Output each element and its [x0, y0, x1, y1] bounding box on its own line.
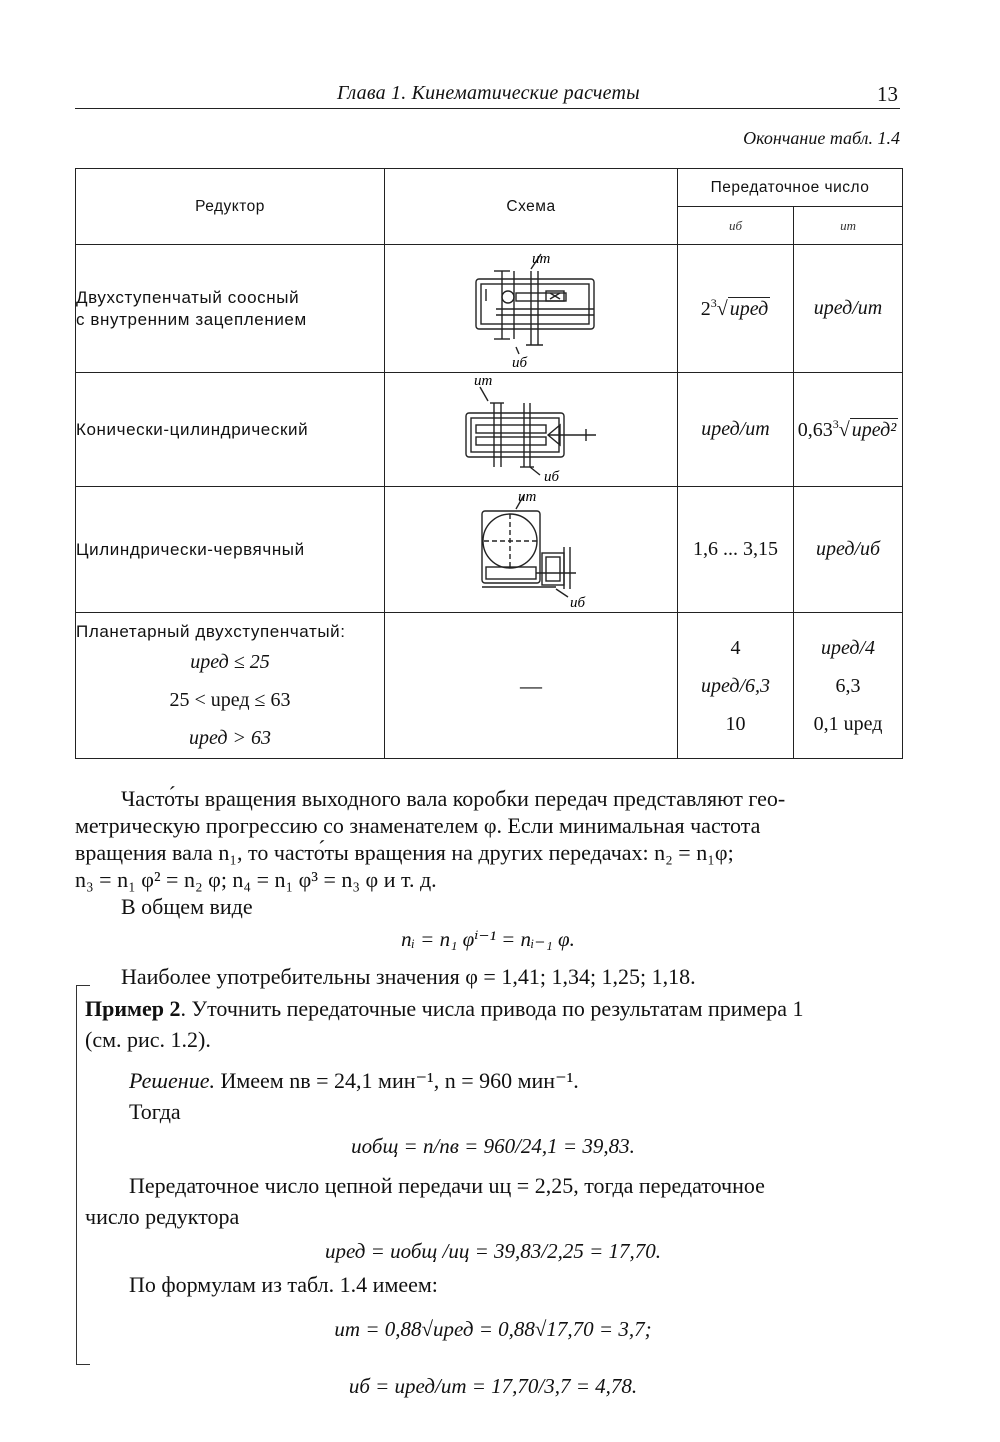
reducer-table [75, 168, 903, 759]
example-label: Пример 2 [85, 996, 181, 1021]
scheme-cell [385, 245, 678, 373]
formula: uред = uобщ /uц = 39,83/2,25 = 17,70. [325, 1239, 661, 1263]
example-block [85, 993, 901, 1402]
condition: 25 < uред ≤ 63 [169, 689, 291, 711]
example-heading [85, 993, 901, 1024]
scheme-label-ut: uт [474, 374, 493, 389]
text-line: Часто́ты вращения выходного вала коробки передач представляют гео- [121, 786, 786, 811]
reducer-name [76, 613, 385, 759]
chapter-title: Глава 1. Кинематические расчеты [337, 82, 640, 104]
ub-coefficient: 2 [700, 298, 711, 320]
formula: uб = uред/uт = 17,70/3,7 = 4,78. [348, 1374, 638, 1398]
ub-value [678, 245, 794, 373]
ut-values [794, 613, 903, 759]
ut-value: uред/uб [794, 487, 903, 613]
solution-line [85, 1065, 901, 1096]
table-row [76, 373, 903, 487]
text-line: В общем виде [121, 894, 253, 919]
ut-value: 6,3 [835, 674, 861, 697]
table-row [76, 245, 903, 373]
scheme-cell [385, 487, 678, 613]
scheme-cell [385, 373, 678, 487]
radical-sign: √ [838, 419, 850, 441]
text-line: метрическую прогрессию со знаменателем φ. Если минимальная частота [75, 813, 761, 838]
reducer-name-line: Двухступенчатый соосный [76, 287, 300, 307]
scheme-label-ub: uб [544, 468, 560, 485]
text-line: число редуктора [85, 1204, 240, 1229]
formula: nᵢ = n₁ φⁱ⁻¹ = nᵢ₋₁ φ. [401, 927, 575, 951]
radicand: uред [729, 298, 769, 320]
ub-value: uред/6,3 [700, 674, 771, 697]
running-header [75, 80, 900, 109]
ut-value: uред/uт [794, 245, 903, 373]
col-header-ub: uб [678, 207, 794, 245]
scheme-cell-empty: — [385, 613, 678, 759]
col-header-ratio: Передаточное число [678, 169, 903, 207]
root-index: 3 [832, 417, 839, 431]
text-line: Имеем nв = 24,1 мин⁻¹, n = 960 мин⁻¹. [214, 1068, 579, 1093]
formula: uт = 0,88√uред = 0,88√17,70 = 3,7; [334, 1317, 652, 1341]
ub-values [678, 613, 794, 759]
ub-value: 1,6 ... 3,15 [678, 487, 794, 613]
solution-label: Решение. [129, 1068, 215, 1093]
ut-value [794, 373, 903, 487]
radical-sign: √ [716, 298, 728, 320]
text-line: . Уточнить передаточные числа привода по результатам примера 1 [180, 996, 804, 1021]
condition: uред > 63 [189, 727, 271, 749]
text-line: Тогда [129, 1099, 181, 1124]
cylindrical-worm-scheme [446, 489, 616, 611]
condition: uред ≤ 25 [190, 651, 270, 673]
radicand: uред² [851, 419, 897, 441]
paragraph [75, 785, 901, 812]
table-row [76, 487, 903, 613]
ut-coefficient: 0,63 [797, 419, 833, 441]
col-header-scheme: Схема [385, 169, 678, 245]
col-header-ut: uт [794, 207, 903, 245]
scheme-label-ut: uт [518, 488, 537, 505]
reducer-name: Конически-цилиндрический [76, 373, 385, 487]
ut-value: uред/4 [820, 636, 876, 659]
text-line: вращения вала n₁, то часто́ты вращения на других передачах: n₂ = n₁φ; [75, 840, 734, 865]
text-line: (см. рис. 1.2). [85, 1027, 211, 1052]
scheme-label-ub: uб [512, 354, 528, 369]
formula: uобщ = n/nв = 960/24,1 = 39,83. [351, 1134, 635, 1158]
coaxial-reducer-scheme [446, 249, 616, 369]
reducer-name-line: с внутренним зацеплением [76, 309, 307, 329]
ut-value: 0,1 uред [813, 712, 883, 735]
text-line: Наиболее употребительны значения φ = 1,41; 1,34; 1,25; 1,18. [121, 964, 696, 989]
ub-value: 10 [725, 712, 746, 735]
main-text [75, 785, 901, 990]
ub-value: 4 [730, 636, 741, 659]
page-number: 13 [877, 82, 898, 106]
table-caption: Окончание табл. 1.4 [743, 128, 900, 148]
text-line: Передаточное число цепной передачи uц = 2,25, тогда передаточное [129, 1173, 765, 1198]
text-line: n₃ = n₁ φ² = n₂ φ; n₄ = n₁ φ³ = n₃ φ и т. д. [75, 867, 437, 892]
reducer-name-line: Планетарный двухступенчатый: [76, 622, 346, 641]
text-line: По формулам из табл. 1.4 имеем: [129, 1272, 438, 1297]
scheme-label-ub: uб [570, 594, 586, 611]
reducer-name: Цилиндрически-червячный [76, 487, 385, 613]
scheme-label-ut: uт [532, 250, 551, 267]
col-header-reducer: Редуктор [76, 169, 385, 245]
bevel-cylindrical-scheme [446, 375, 616, 485]
ub-value: uред/uт [678, 373, 794, 487]
root-index: 3 [710, 296, 717, 310]
table-row [76, 613, 903, 759]
reducer-name [76, 245, 385, 373]
